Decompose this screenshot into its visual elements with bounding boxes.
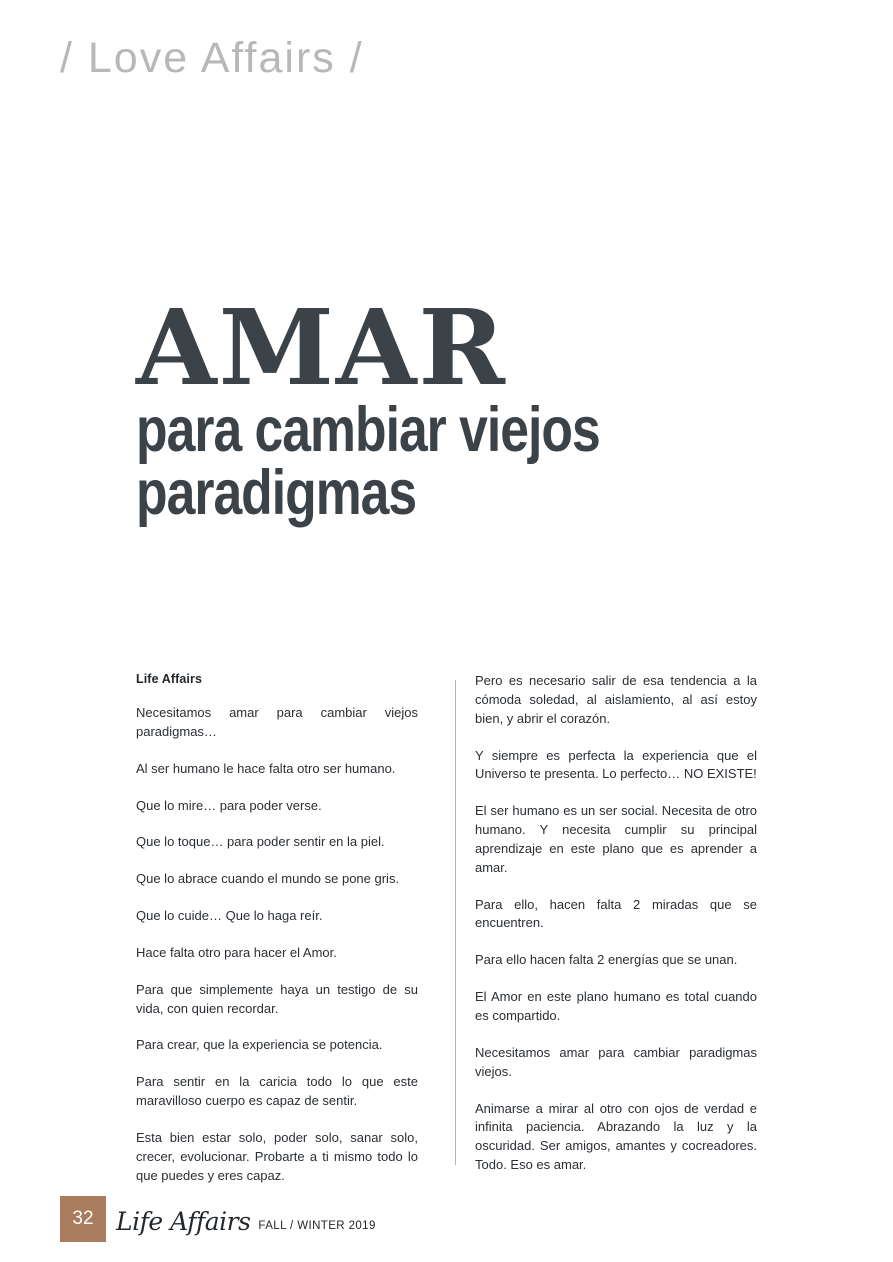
article-title-block [136, 286, 756, 528]
paragraph: Al ser humano le hace falta otro ser humano. [136, 760, 396, 776]
paragraph: Animarse a mirar al otro con ojos de verdad e infinita paciencia. Abrazando la luz y la oscuridad. Ser amigos, amantes y cocreadores. Todo. Eso es amar. [475, 1100, 757, 1173]
paragraph: Esta bien estar solo, poder solo, sanar solo, crecer, evolucionar. Probarte a ti mismo todo lo que puedes y eres capaz. [136, 1129, 418, 1183]
paragraph: Y siempre es perfecta la experiencia que el Universo te presenta. Lo perfecto… NO EXISTE! [475, 747, 757, 782]
paragraph: Necesitamos amar para cambiar viejos paradigmas… [136, 705, 418, 739]
page-footer [60, 1196, 376, 1242]
column-heading: Life Affairs [136, 672, 203, 686]
paragraph: Para que simplemente haya un testigo de su vida, con quien recordar. [136, 981, 418, 1016]
right-column [475, 672, 757, 1186]
paragraph: Que lo abrace cuando el mundo se pone gris. [136, 871, 400, 887]
paragraph: Que lo mire… para poder verse. [136, 797, 322, 813]
paragraph: El Amor en este plano humano es total cuando es compartido. [475, 989, 757, 1023]
paragraph: Que lo toque… para poder sentir en la piel. [136, 834, 385, 850]
paragraph: Para ello, hacen falta 2 miradas que se encuentren. [475, 896, 757, 931]
paragraph: Que lo cuide… Que lo haga reír. [136, 908, 323, 924]
paragraph: Para sentir en la caricia todo lo que este maravilloso cuerpo es capaz de sentir. [136, 1074, 418, 1109]
issue-label: FALL / WINTER 2019 [258, 1220, 376, 1232]
section-kicker: / Love Affairs / [60, 34, 364, 82]
page-number: 32 [60, 1196, 106, 1242]
paragraph: Hace falta otro para hacer el Amor. [136, 944, 337, 960]
left-column [136, 672, 436, 1186]
paragraph: Para crear, que la experiencia se potencia. [136, 1037, 383, 1053]
brand-logo: Life Affairs [116, 1207, 251, 1236]
paragraph: El ser humano es un ser social. Necesita de otro humano. Y necesita cumplir su principal aprendizaje en este plano que es aprender a amar. [475, 803, 757, 875]
article-body [136, 672, 758, 1186]
paragraph: Necesitamos amar para cambiar paradigmas viejos. [475, 1044, 757, 1079]
page-subtitle-line-2: paradigmas [136, 457, 417, 528]
paragraph: Para ello hacen falta 2 energías que se unan. [475, 952, 738, 968]
paragraph: Pero es necesario salir de esa tendencia a la cómoda soledad, al aislamiento, al así estoy bien, y abrir el corazón. [475, 673, 757, 726]
page-subtitle-line-1: para cambiar viejos [136, 394, 600, 465]
column-divider [455, 680, 456, 1165]
page-title: AMAR [136, 286, 507, 409]
